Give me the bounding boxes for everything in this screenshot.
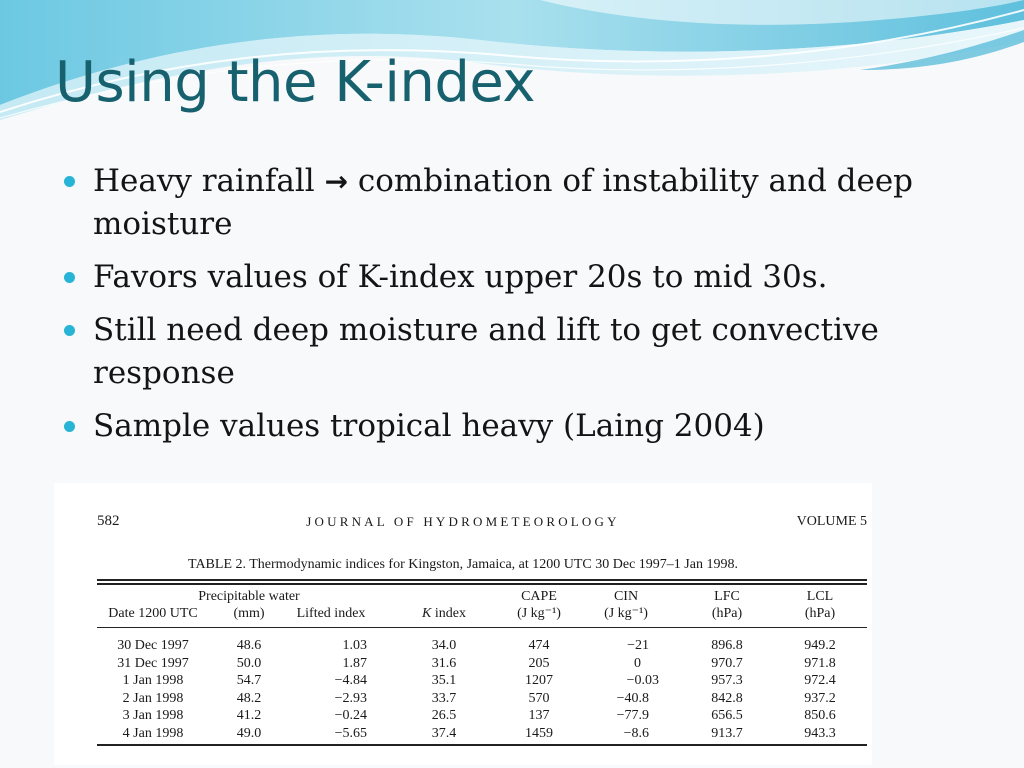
cell-k-index: 26.5 [431, 708, 457, 724]
cell-cape: 1207 [525, 673, 553, 689]
cell-date: 4 Jan 1998 [122, 725, 184, 741]
cell-cin: −8.6 [623, 725, 649, 741]
cell-cin: −40.8 [616, 690, 649, 706]
header-k-letter: K [422, 605, 432, 621]
header-lfc-line1: LFC [714, 589, 740, 604]
cell-lcl: 850.6 [804, 708, 836, 724]
header-k-index [409, 606, 479, 623]
cell-pw: 50.0 [236, 655, 262, 671]
cell-pw: 48.6 [236, 638, 262, 653]
cell-lfc: 957.3 [711, 673, 743, 689]
cell-pw: 48.2 [236, 690, 262, 706]
cell-pw: 49.0 [236, 725, 262, 741]
bullet-item [62, 256, 962, 299]
cell-lifted-index: −4.84 [334, 673, 367, 689]
bullet-text: Still need deep moisture and lift to get convective response [93, 312, 879, 391]
bullet-item [62, 309, 962, 395]
header-cape-line2: (J kg⁻¹) [517, 605, 561, 621]
cell-k-index: 37.4 [431, 725, 457, 741]
table-top-rule-double [97, 583, 867, 585]
cell-lfc: 656.5 [711, 708, 743, 724]
cell-date: 2 Jan 1998 [122, 690, 184, 706]
cell-lifted-index: −5.65 [334, 725, 367, 741]
cell-lfc: 896.8 [711, 638, 743, 653]
cell-lifted-index: −2.93 [334, 690, 367, 706]
col-cin [599, 589, 659, 744]
cell-cin: 0 [634, 655, 641, 671]
cell-lfc: 842.8 [711, 690, 743, 706]
header-cape-line1: CAPE [521, 589, 557, 604]
journal-page-number: 582 [97, 513, 120, 529]
cell-date: 1 Jan 1998 [122, 673, 184, 689]
cell-cin: −77.9 [616, 708, 649, 724]
header-cin-line1: CIN [613, 589, 639, 604]
slide-title: Using the K-index [55, 50, 536, 115]
bullet-text: combination of instability and deep moisture [93, 163, 914, 242]
cell-lifted-index: 1.87 [342, 655, 367, 671]
cell-cape: 1459 [525, 725, 553, 741]
cell-lcl: 943.3 [804, 725, 836, 741]
table-bottom-rule [97, 744, 867, 746]
cell-lcl: 949.2 [804, 638, 836, 653]
cell-k-index: 34.0 [431, 638, 457, 653]
cell-k-index: 35.1 [431, 673, 457, 689]
col-cape [504, 589, 574, 744]
cell-lifted-index: −0.24 [334, 708, 367, 724]
header-cin-line2: (J kg⁻¹) [604, 605, 648, 621]
cell-date: 31 Dec 1997 [117, 655, 189, 671]
header-date: Date 1200 UTC [108, 605, 198, 621]
col-precipitable-water [194, 589, 304, 744]
header-lifted-index: Lifted index [296, 605, 366, 621]
cell-cin: −0.03 [626, 673, 659, 689]
cell-date: 30 Dec 1997 [117, 638, 189, 653]
bullet-dot-icon [64, 421, 75, 432]
bullet-dot-icon [64, 272, 75, 283]
col-date [99, 589, 207, 744]
header-lcl-line2: (hPa) [804, 605, 836, 621]
cell-lcl: 937.2 [804, 690, 836, 706]
bullet-text: Sample values tropical heavy (Laing 2004) [93, 408, 765, 444]
cell-cape: 205 [528, 655, 550, 671]
cell-cape: 137 [528, 708, 550, 724]
cell-lfc: 970.7 [711, 655, 743, 671]
col-lfc [697, 589, 757, 744]
right-arrow-icon: → [324, 165, 349, 198]
cell-lcl: 971.8 [804, 655, 836, 671]
cell-lifted-index: 1.03 [342, 638, 367, 653]
cell-cape: 570 [528, 690, 550, 706]
bullet-text: Heavy rainfall [93, 163, 325, 199]
journal-table-image [54, 483, 872, 765]
header-pw-line2: (mm) [233, 605, 265, 621]
cell-date: 3 Jan 1998 [122, 708, 184, 724]
cell-cape: 474 [528, 638, 550, 653]
cell-k-index: 33.7 [431, 690, 457, 706]
cell-pw: 41.2 [236, 708, 262, 724]
journal-name: JOURNAL OF HYDROMETEOROLOGY [306, 514, 620, 529]
bullet-item [62, 160, 962, 246]
col-lcl [790, 589, 850, 744]
bullet-item [62, 405, 962, 448]
header-lcl-line1: LCL [806, 589, 834, 604]
cell-k-index: 31.6 [431, 655, 457, 671]
table-top-rule [97, 579, 867, 581]
header-pw-line1: Precipitable water [198, 589, 300, 604]
table-caption: TABLE 2. Thermodynamic indices for Kingston, Jamaica, at 1200 UTC 30 Dec 1997–1 Jan 1998. [188, 557, 738, 572]
cell-cin: −21 [627, 638, 649, 653]
cell-lcl: 972.4 [804, 673, 836, 689]
col-k-index [409, 589, 479, 744]
header-k-rest: index [431, 605, 466, 621]
col-lifted-index [296, 589, 367, 744]
cell-pw: 54.7 [236, 673, 262, 689]
bullet-text: Favors values of K-index upper 20s to mid 30s. [93, 259, 828, 295]
bullet-list [62, 160, 962, 458]
bullet-dot-icon [64, 176, 75, 187]
header-lfc-line2: (hPa) [711, 605, 743, 621]
bullet-dot-icon [64, 325, 75, 336]
journal-volume: VOLUME 5 [796, 514, 867, 529]
cell-lfc: 913.7 [711, 725, 743, 741]
